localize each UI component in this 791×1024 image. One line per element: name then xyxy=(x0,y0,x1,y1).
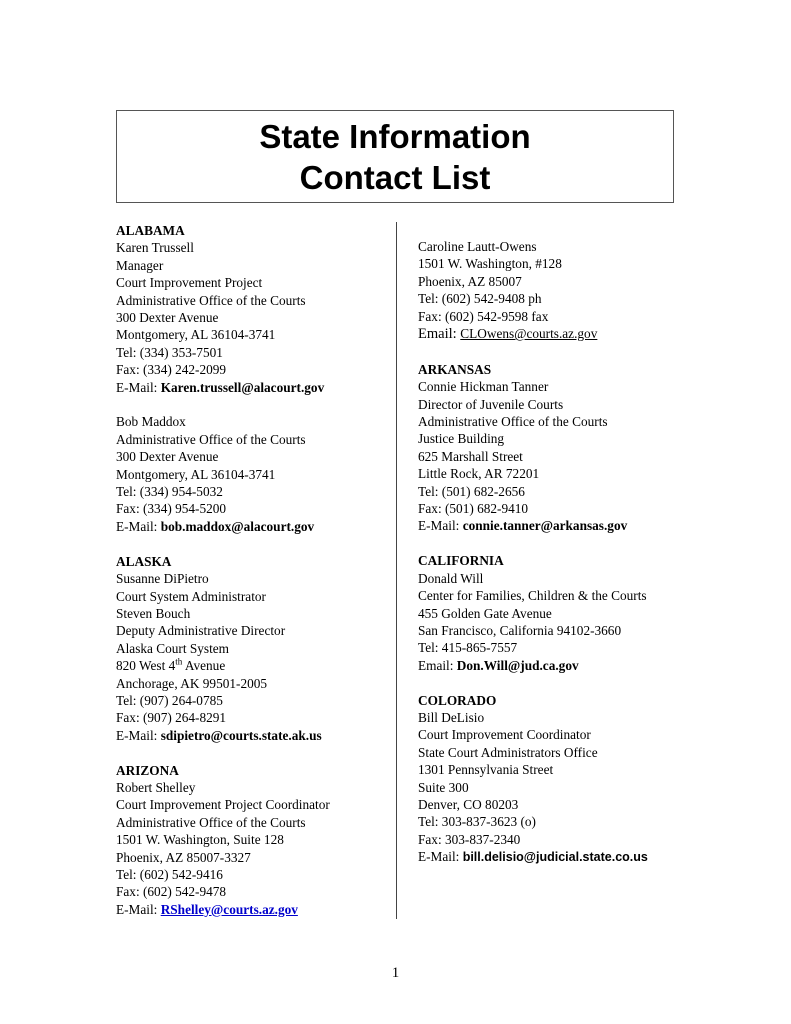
contact-email-line xyxy=(418,517,718,534)
contact-org: Alaska Court System xyxy=(116,640,230,656)
arizona-contact-2 xyxy=(418,238,718,343)
state-heading-colorado: COLORADO xyxy=(418,692,497,708)
contact-title: Court System Administrator xyxy=(116,588,266,604)
email-label: E-Mail: xyxy=(116,379,161,395)
contact-email-line xyxy=(418,848,718,866)
title-box xyxy=(116,110,674,203)
state-heading-california: CALIFORNIA xyxy=(418,553,504,569)
alaska-contact xyxy=(116,553,386,744)
contact-tel: Tel: (501) 682-2656 xyxy=(418,483,525,499)
email-link[interactable]: CLOwens@courts.az.gov xyxy=(460,326,598,342)
contact-email-line xyxy=(116,518,386,535)
contact-address: Anchorage, AK 99501-2005 xyxy=(116,675,268,691)
email-label: E-Mail: xyxy=(116,727,161,743)
contact-address: 300 Dexter Avenue xyxy=(116,449,219,465)
contact-tel: Tel: (602) 542-9408 ph xyxy=(418,291,542,307)
contact-org: Administrative Office of the Courts xyxy=(116,431,306,447)
email-address[interactable]: connie.tanner@arkansas.gov xyxy=(462,518,628,534)
contact-org: State Court Administrators Office xyxy=(418,744,598,760)
arizona-contact-1 xyxy=(116,762,386,919)
left-column xyxy=(116,222,386,936)
contact-address: Denver, CO 80203 xyxy=(418,796,519,812)
email-address[interactable]: Karen.trussell@alacourt.gov xyxy=(160,379,325,395)
contact-name: Robert Shelley xyxy=(116,779,196,795)
contact-fax: Fax: (501) 682-9410 xyxy=(418,501,529,517)
contact-fax: Fax: (602) 542-9598 fax xyxy=(418,308,549,324)
contact-title: Director of Juvenile Courts xyxy=(418,396,564,412)
email-label: Email: xyxy=(418,657,457,673)
contact-address: 1501 W. Washington, Suite 128 xyxy=(116,832,284,848)
contact-building: Justice Building xyxy=(418,431,505,447)
email-address[interactable]: bill.delisio@judicial.state.co.us xyxy=(462,850,648,865)
contact-address: Montgomery, AL 36104-3741 xyxy=(116,466,276,482)
email-label: E-Mail: xyxy=(418,518,463,534)
contact-name: Bill DeLisio xyxy=(418,709,485,725)
contact-address: 300 Dexter Avenue xyxy=(116,310,219,326)
contact-email-line xyxy=(418,325,718,343)
contact-title: Deputy Administrative Director xyxy=(116,623,286,639)
contact-fax: Fax: (602) 542-9478 xyxy=(116,884,227,900)
state-heading-arkansas: ARKANSAS xyxy=(418,361,492,377)
address-part: Avenue xyxy=(182,658,226,674)
contact-name: Karen Trussell xyxy=(116,240,194,256)
contact-fax: Fax: 303-837-2340 xyxy=(418,831,521,847)
contact-fax: Fax: (334) 954-5200 xyxy=(116,501,227,517)
contact-email-line xyxy=(418,657,718,674)
contact-address: Phoenix, AZ 85007-3327 xyxy=(116,849,251,865)
contact-tel: Tel: 303-837-3623 (o) xyxy=(418,814,536,830)
contact-tel: Tel: (907) 264-0785 xyxy=(116,692,223,708)
contact-address: Suite 300 xyxy=(418,779,469,795)
contact-org: Administrative Office of the Courts xyxy=(116,814,306,830)
title-line-2: Contact List xyxy=(299,158,491,196)
contact-address: Montgomery, AL 36104-3741 xyxy=(116,327,276,343)
email-address[interactable]: bob.maddox@alacourt.gov xyxy=(160,518,315,534)
contact-name: Bob Maddox xyxy=(116,414,186,430)
contact-address: 1501 W. Washington, #128 xyxy=(418,256,562,272)
contact-address: San Francisco, California 94102-3660 xyxy=(418,622,622,638)
contact-email-line xyxy=(116,379,386,396)
address-part: 820 West 4 xyxy=(116,658,176,674)
contact-title: Court Improvement Project Coordinator xyxy=(116,797,330,813)
contact-email-line xyxy=(116,727,386,744)
colorado-contact xyxy=(418,692,718,867)
column-divider xyxy=(396,222,397,919)
state-heading-alaska: ALASKA xyxy=(116,553,172,569)
email-link[interactable]: RShelley@courts.az.gov xyxy=(160,901,298,917)
contact-tel: Tel: (334) 954-5032 xyxy=(116,484,223,500)
contact-fax: Fax: (334) 242-2099 xyxy=(116,362,227,378)
arkansas-contact xyxy=(418,361,718,535)
contact-address: 455 Golden Gate Avenue xyxy=(418,605,552,621)
alabama-contact-2 xyxy=(116,413,386,535)
contact-address: 1301 Pennsylvania Street xyxy=(418,762,554,778)
contact-name: Susanne DiPietro xyxy=(116,571,209,587)
right-column xyxy=(418,238,718,884)
state-heading-arizona: ARIZONA xyxy=(116,762,179,778)
contact-name: Steven Bouch xyxy=(116,605,191,621)
contact-tel: Tel: (334) 353-7501 xyxy=(116,344,223,360)
email-label: E-Mail: xyxy=(418,849,463,865)
alabama-contact-1 xyxy=(116,222,386,396)
title-line-1: State Information xyxy=(259,117,531,155)
contact-tel: Tel: (602) 542-9416 xyxy=(116,866,223,882)
email-address[interactable]: sdipietro@courts.state.ak.us xyxy=(160,727,322,743)
contact-name: Caroline Lautt-Owens xyxy=(418,239,537,254)
ordinal-suffix: th xyxy=(175,656,183,667)
contact-org: Center for Families, Children & the Courts xyxy=(418,588,647,604)
contact-title: Manager xyxy=(116,257,164,273)
contact-name: Donald Will xyxy=(418,570,484,586)
contact-org: Administrative Office of the Courts xyxy=(418,414,608,430)
contact-address: 625 Marshall Street xyxy=(418,448,523,464)
state-heading-alabama: ALABAMA xyxy=(116,223,185,238)
page-number: 1 xyxy=(391,965,400,981)
contact-name: Connie Hickman Tanner xyxy=(418,379,549,395)
contact-address xyxy=(116,657,386,674)
contact-address: Phoenix, AZ 85007 xyxy=(418,273,522,289)
contact-email-line xyxy=(116,901,386,918)
contact-address: Little Rock, AR 72201 xyxy=(418,466,540,482)
email-label: Email: xyxy=(418,326,461,343)
california-contact xyxy=(418,552,718,674)
contact-title: Court Improvement Coordinator xyxy=(418,727,591,743)
email-address[interactable]: Don.Will@jud.ca.gov xyxy=(456,657,579,673)
contact-tel: Tel: 415-865-7557 xyxy=(418,640,518,656)
contact-org: Court Improvement Project xyxy=(116,275,263,291)
email-label: E-Mail: xyxy=(116,901,161,917)
contact-org: Administrative Office of the Courts xyxy=(116,292,306,308)
contact-fax: Fax: (907) 264-8291 xyxy=(116,710,227,726)
email-label: E-Mail: xyxy=(116,518,161,534)
